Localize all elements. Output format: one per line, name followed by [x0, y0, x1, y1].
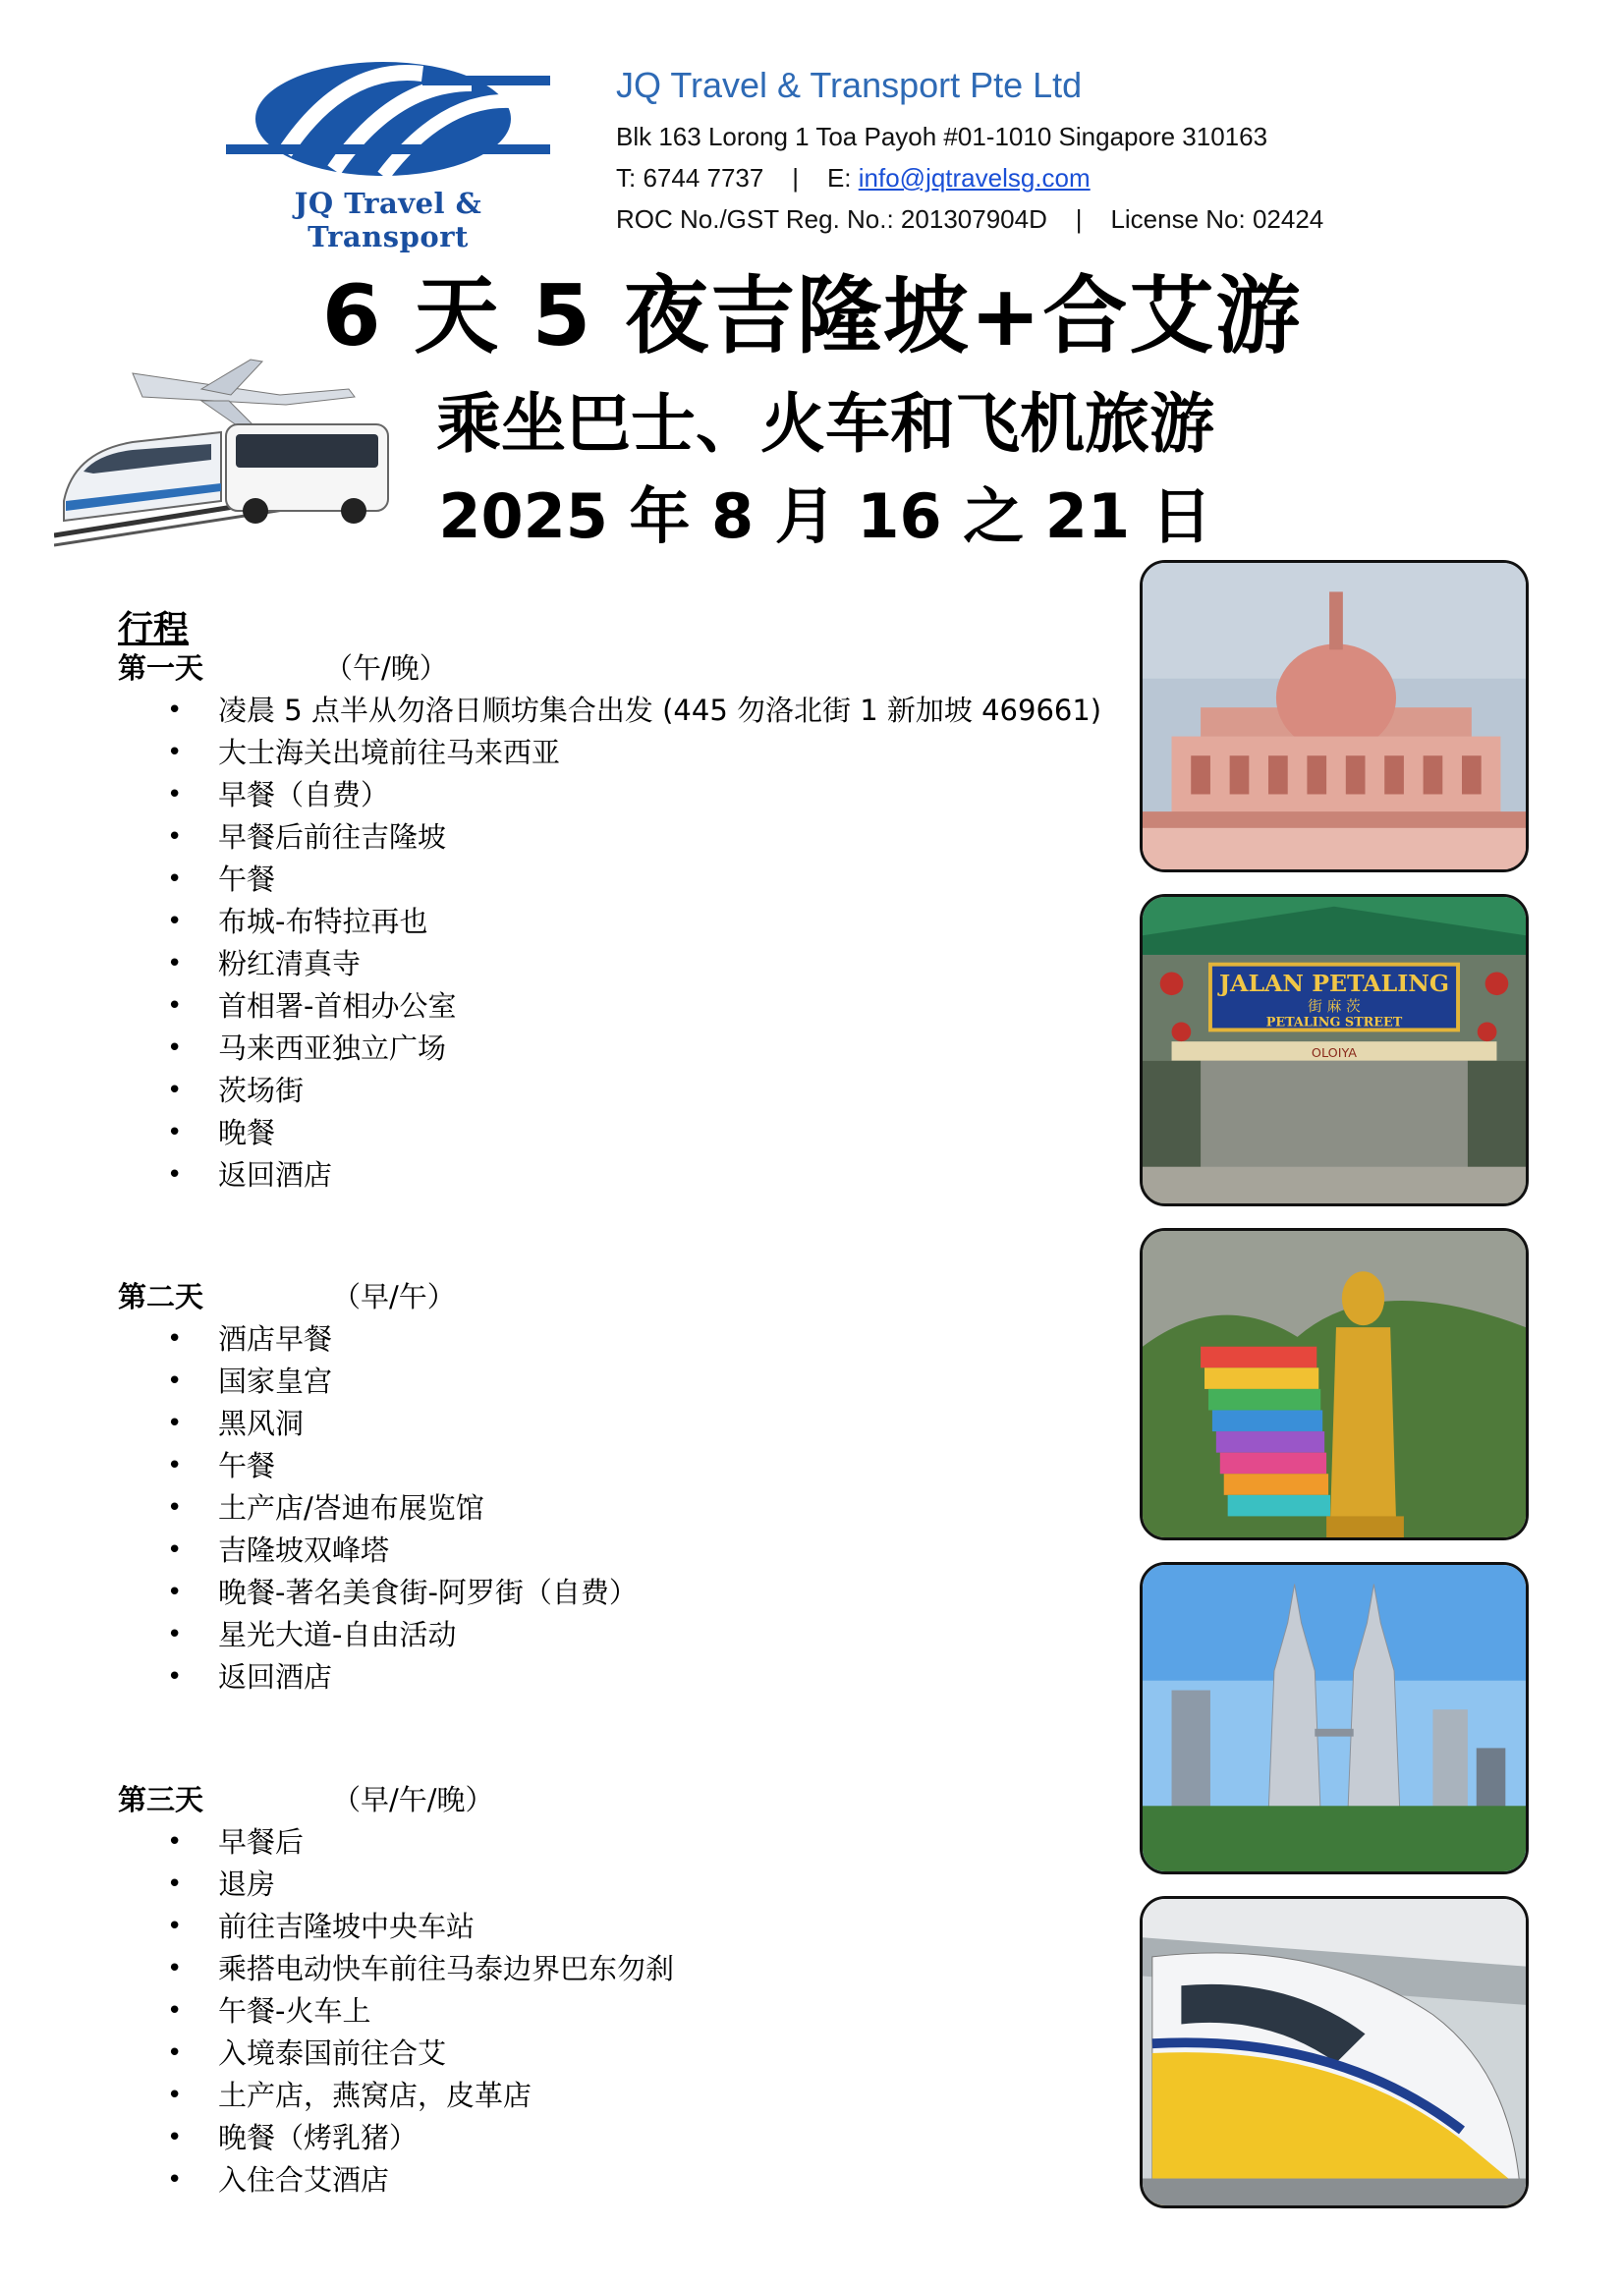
list-item: • 午餐	[118, 1445, 1140, 1487]
day-meals: （早/午/晚）	[332, 1783, 494, 1816]
photo-twin-towers	[1140, 1562, 1529, 1874]
sign-en-text: PETALING STREET	[1265, 1015, 1403, 1031]
company-address: Blk 163 Lorong 1 Toa Payoh #01-1010 Singapore 310163	[616, 122, 1268, 151]
separator: |	[792, 163, 800, 193]
day-activity-list	[118, 690, 1140, 1197]
day-activity-list	[118, 1318, 1140, 1699]
list-item: • 国家皇宫	[118, 1361, 1140, 1403]
list-item: • 酒店早餐	[118, 1318, 1140, 1361]
list-item: • 晚餐（烤乳猪）	[118, 2117, 1140, 2159]
company-registration	[616, 198, 1323, 240]
day-label: 第三天	[118, 1783, 204, 1816]
day-header	[118, 646, 1140, 690]
day-meals: （午/晚）	[324, 651, 448, 685]
photo-pink-mosque	[1140, 560, 1529, 872]
list-item: • 首相署-首相办公室	[118, 985, 1140, 1028]
list-item: • 入住合艾酒店	[118, 2159, 1140, 2202]
list-item: • 马来西亚独立广场	[118, 1028, 1140, 1070]
photo-petaling-street	[1140, 894, 1529, 1206]
day-2	[118, 1275, 1140, 1699]
petaling-street-image	[1143, 897, 1526, 1203]
day-label: 第二天	[118, 1280, 204, 1313]
pink-mosque-image	[1143, 563, 1526, 869]
list-item: • 茨场街	[118, 1070, 1140, 1112]
tour-date: 2025 年 8 月 16 之 21 日	[438, 480, 1212, 552]
list-item: • 早餐后	[118, 1821, 1140, 1864]
day-meals: （早/午）	[332, 1280, 456, 1313]
day-header	[118, 1778, 1140, 1821]
shop-sign-text: OLOIYA	[1311, 1045, 1358, 1061]
company-phone: T: 6744 7737	[616, 163, 764, 193]
list-item: • 粉红清真寺	[118, 943, 1140, 985]
list-item: • 午餐	[118, 859, 1140, 901]
day-3	[118, 1778, 1140, 2202]
list-item: • 早餐（自费）	[118, 774, 1140, 816]
license-no: License No: 02424	[1110, 204, 1324, 234]
list-item: • 大士海关出境前往马来西亚	[118, 732, 1140, 774]
list-item: • 黑风洞	[118, 1403, 1140, 1445]
company-logo	[226, 54, 550, 253]
list-item: • 前往吉隆坡中央车站	[118, 1906, 1140, 1948]
logo-text: JQ Travel & Transport	[294, 187, 482, 253]
list-item: • 星光大道-自由活动	[118, 1614, 1140, 1656]
day-label: 第一天	[118, 651, 204, 685]
list-item: • 土产店，燕窝店，皮革店	[118, 2075, 1140, 2117]
electric-train-image	[1143, 1899, 1526, 2205]
company-contact	[616, 157, 1323, 198]
list-item: • 早餐后前往吉隆坡	[118, 816, 1140, 859]
list-item: • 入境泰国前往合艾	[118, 2033, 1140, 2075]
list-item: • 午餐-火车上	[118, 1990, 1140, 2033]
list-item: • 土产店/峇迪布展览馆	[118, 1487, 1140, 1530]
list-item: • 乘搭电动快车前往马泰边界巴东勿刹	[118, 1948, 1140, 1990]
email-link[interactable]: info@jqtravelsg.com	[858, 163, 1091, 193]
batu-caves-image	[1143, 1231, 1526, 1537]
list-item: • 退房	[118, 1864, 1140, 1906]
twin-towers-image	[1143, 1565, 1526, 1871]
list-item: • 吉隆坡双峰塔	[118, 1530, 1140, 1572]
itinerary-heading: 行程	[118, 609, 190, 649]
list-item: • 返回酒店	[118, 1154, 1140, 1197]
day-1	[118, 646, 1140, 1197]
jq-logo-icon	[226, 54, 550, 187]
day-header	[118, 1275, 1140, 1318]
sign-cn-text: 街 麻 茨	[1308, 997, 1361, 1015]
separator: |	[1075, 204, 1083, 234]
page-title: 6 天 5 夜吉隆坡+合艾游	[321, 267, 1303, 365]
sign-main-text: JALAN PETALING	[1218, 970, 1450, 998]
page-subtitle: 乘坐巴士、火车和飞机旅游	[436, 386, 1214, 462]
list-item: • 布城-布特拉再也	[118, 901, 1140, 943]
list-item: • 凌晨 5 点半从勿洛日顺坊集合出发 (445 勿洛北街 1 新加坡 469661)	[118, 690, 1140, 732]
company-name: JQ Travel & Transport Pte Ltd	[616, 65, 1083, 105]
photo-electric-train	[1140, 1896, 1529, 2208]
photo-batu-caves	[1140, 1228, 1529, 1540]
company-info	[616, 65, 1323, 240]
email-label: E:	[826, 163, 852, 193]
day-activity-list	[118, 1821, 1140, 2202]
list-item: • 返回酒店	[118, 1656, 1140, 1699]
list-item: • 晚餐	[118, 1112, 1140, 1154]
list-item: • 晚餐-著名美食街-阿罗街（自费）	[118, 1572, 1140, 1614]
reg-no: ROC No./GST Reg. No.: 201307904D	[616, 204, 1047, 234]
